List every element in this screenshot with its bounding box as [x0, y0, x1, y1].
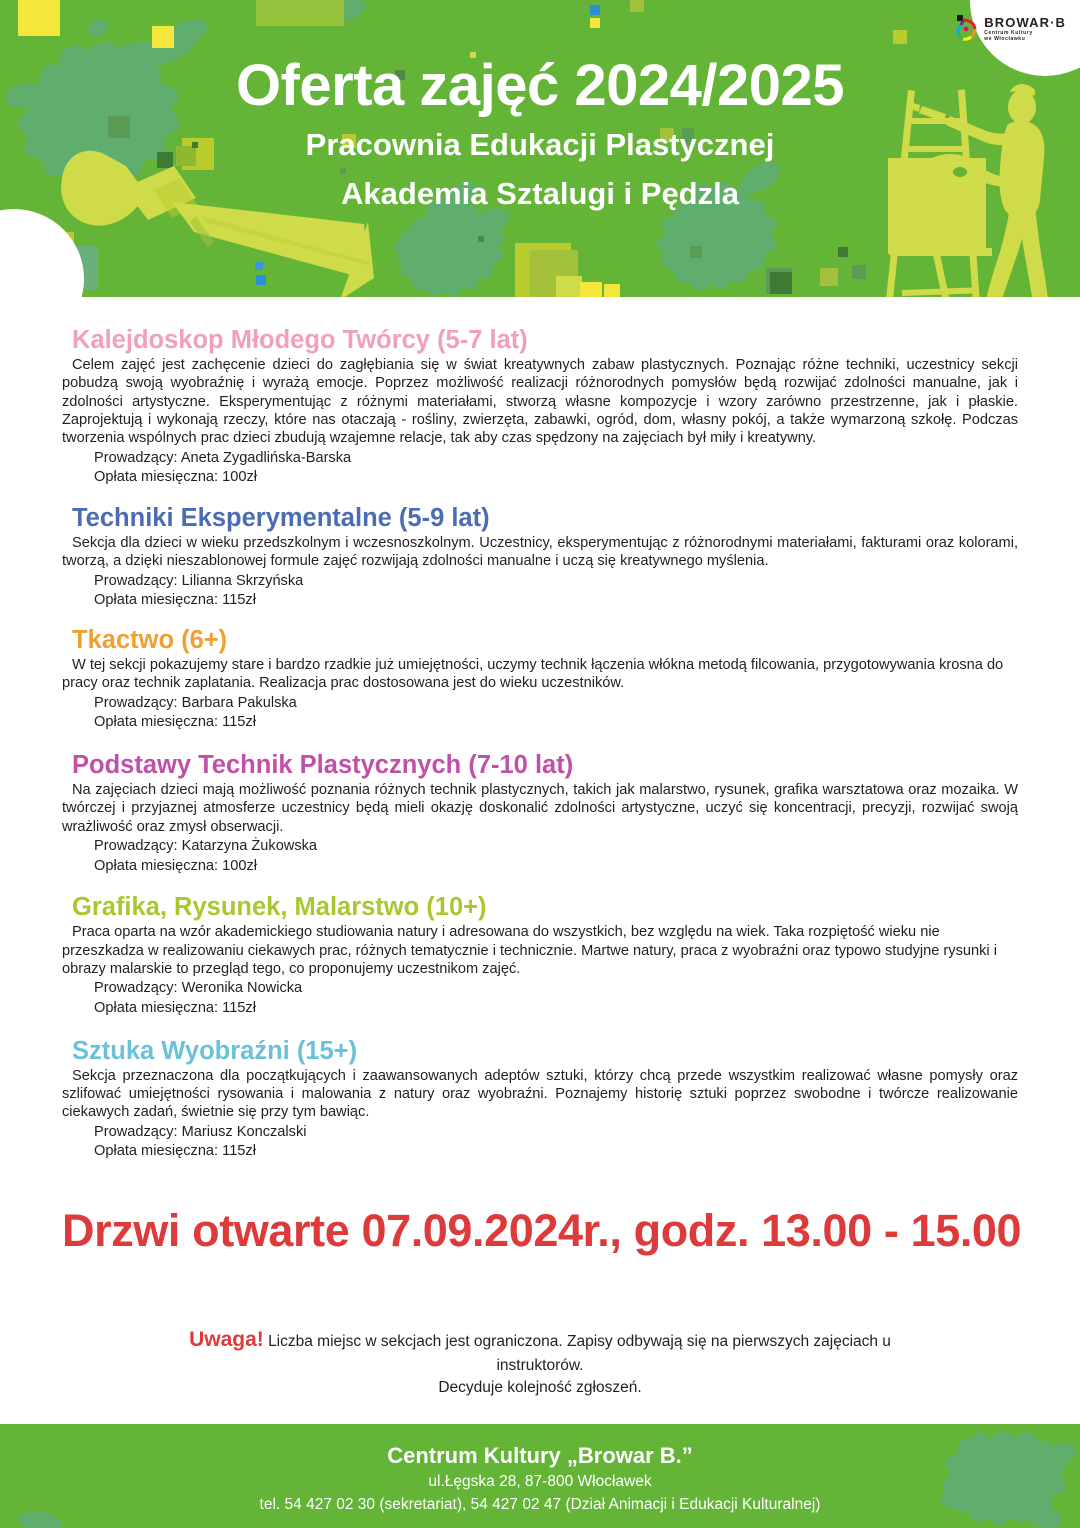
- header-decoration-graphics: [0, 0, 1080, 305]
- section-grafika-rysunek-malarstwo: [62, 893, 1018, 1017]
- section-tkactwo: [62, 626, 1018, 732]
- logo-text-block: [984, 16, 1066, 42]
- footer-phone: tel. 54 427 02 30 (sekretariat), 54 427 02 47 (Dział Animacji i Edukacji Kulturalnej): [259, 1495, 821, 1513]
- section-fee: Opłata miesięczna: 115zł: [94, 1143, 256, 1160]
- section-sztuka-wyobrazni: [62, 1037, 1018, 1161]
- open-doors-announcement: Drzwi otwarte 07.09.2024r., godz. 13.00 - 15.00: [62, 1204, 1022, 1256]
- section-fee: Opłata miesięczna: 115zł: [94, 999, 256, 1016]
- section-instructor: Prowadzący: Katarzyna Żukowska: [94, 837, 318, 854]
- section-podstawy-technik-plastycznych: [62, 751, 1018, 875]
- section-techniki-eksperymentalne: [62, 504, 1018, 610]
- logo-subtitle-1: Centrum Kultury: [984, 30, 1033, 36]
- section-title: Techniki Eksperymentalne (5-9 lat): [72, 503, 490, 532]
- footer-address: ul.Łęgska 28, 87-800 Włocławek: [428, 1473, 652, 1491]
- section-instructor: Prowadzący: Lilianna Skrzyńska: [94, 572, 304, 589]
- section-fee: Opłata miesięczna: 115zł: [94, 714, 256, 731]
- poster-header: [0, 0, 1080, 305]
- section-description: Celem zajęć jest zachęcenie dzieci do zagłębiania się w świat kreatywnych zabaw plastycznych. Poznając różne techniki, uczestnicy sekcji pobudzą swoją wyobraźnię i wyrażą emocje. Poprzez możliwość realizacji różnorodnych pomysłów będą rozwijać zdolności manualne, jak i zdolności artystyczne. Eksperymentując z różnymi materiałami, stworzą własne kompozycje i wzory zarówno przestrzenne, jak i płaskie. Zaprojektują i wykonają rzeczy, które nas otaczają - rośliny, zwierzęta, zabawki, ogród, dom, własny pokój, a także wymarzoną szkołę. Podczas tworzenia wspólnych prac dzieci zbudują wzajemne relacje, tak aby czas spędzony na zajęciach był miły i kreatywny.: [62, 357, 1018, 447]
- header-bottom-strip: [0, 297, 1080, 305]
- section-instructor: Prowadzący: Weronika Nowicka: [94, 980, 303, 997]
- page-subtitle-line-1: Pracownia Edukacji Plastycznej: [305, 126, 775, 162]
- section-description: Praca oparta na wzór akademickiego studiowania natury i adresowana do wszystkich, bez względu na wiek. Taka rozpiętość wieku nie przeszkadza w realizowaniu ciekawych prac, różnych tematycznie i technicznie. Martwe natury, praca z wyobraźni oraz typowo studyjne rysunki i obrazy malarskie to przegląd tego, co proponujemy uczestnikom zajęć.: [62, 924, 997, 977]
- section-instructor: Prowadzący: Aneta Zygadlińska-Barska: [94, 449, 352, 466]
- footer-organization-name: Centrum Kultury „Browar B.”: [387, 1443, 693, 1468]
- page-title: Oferta zajęć 2024/2025: [235, 53, 845, 118]
- section-fee: Opłata miesięczna: 100zł: [94, 857, 258, 874]
- section-description: Na zajęciach dzieci mają możliwość poznania różnych technik plastycznych, takich jak malarstwo, rysunek, grafika warsztatowa oraz mozaika. W twórczej i przyjaznej atmosferze uczestnicy będą mieli okazję doskonalić zdolności artystyczne, uczyć się koncentracji, precyzji, rozwijać swoją wrażliwość oraz zmysł obserwacji.: [62, 782, 1018, 835]
- logo-mark-icon: [956, 14, 978, 44]
- section-kalejdoskop: [62, 326, 1018, 487]
- page-subtitle-line-2: Akademia Sztalugi i Pędzla: [341, 175, 739, 211]
- section-title: Sztuka Wyobraźni (15+): [72, 1036, 358, 1065]
- section-instructor: Prowadzący: Mariusz Konczalski: [94, 1123, 307, 1140]
- browar-b-logo: [956, 14, 1066, 44]
- logo-subtitle-2: we Włocławku: [984, 36, 1026, 42]
- section-description: W tej sekcji pokazujemy stare i bardzo rzadkie już umiejętności, uczymy technik łączenia włókna metodą filcowania, przygotowywania krosna do pracy oraz technik zaplatania. Realizacja prac dostosowana jest do wieku uczestników.: [62, 657, 1004, 692]
- section-description: Sekcja przeznaczona dla początkujących i zaawansowanych adeptów sztuki, którzy chcą przede wszystkim realizować własne pomysły oraz szlifować umiejętności rysowania i malowania z natury oraz wyobraźni. Poznajemy historię sztuki poprzez swobodne i twórcze realizowanie ciekawych zadań, świetnie się przy tym bawiąc.: [62, 1067, 1018, 1121]
- section-fee: Opłata miesięczna: 100zł: [94, 469, 258, 486]
- notice-line-2: Decyduje kolejność zgłoszeń.: [438, 1378, 642, 1396]
- logo-title: BROWAR·B: [984, 15, 1066, 30]
- section-fee: Opłata miesięczna: 115zł: [94, 592, 256, 609]
- section-title: Podstawy Technik Plastycznych (7-10 lat): [72, 750, 574, 779]
- section-instructor: Prowadzący: Barbara Pakulska: [94, 694, 297, 711]
- notice-block: [62, 1325, 1018, 1399]
- notice-line-1: Liczba miejsc w sekcjach jest ograniczona. Zapisy odbywają się na pierwszych zajęciach u instruktorów.: [268, 1332, 891, 1374]
- poster-footer: [0, 1420, 1080, 1528]
- section-description: Sekcja dla dzieci w wieku przedszkolnym i wczesnoszkolnym. Uczestnicy, eksperymentując z różnorodnymi materiałami, fakturami oraz kolorami, tworzą, a dzięki nieszablonowej formule zajęć rozwijają zdolności manualne i uczą się kreatywnego myślenia.: [62, 535, 1018, 570]
- section-title: Kalejdoskop Młodego Twórcy (5-7 lat): [72, 326, 528, 354]
- notice-label: Uwaga!: [189, 1327, 264, 1351]
- sections-container: [0, 305, 1080, 1399]
- section-title: Grafika, Rysunek, Malarstwo (10+): [72, 893, 487, 922]
- section-title: Tkactwo (6+): [72, 625, 228, 654]
